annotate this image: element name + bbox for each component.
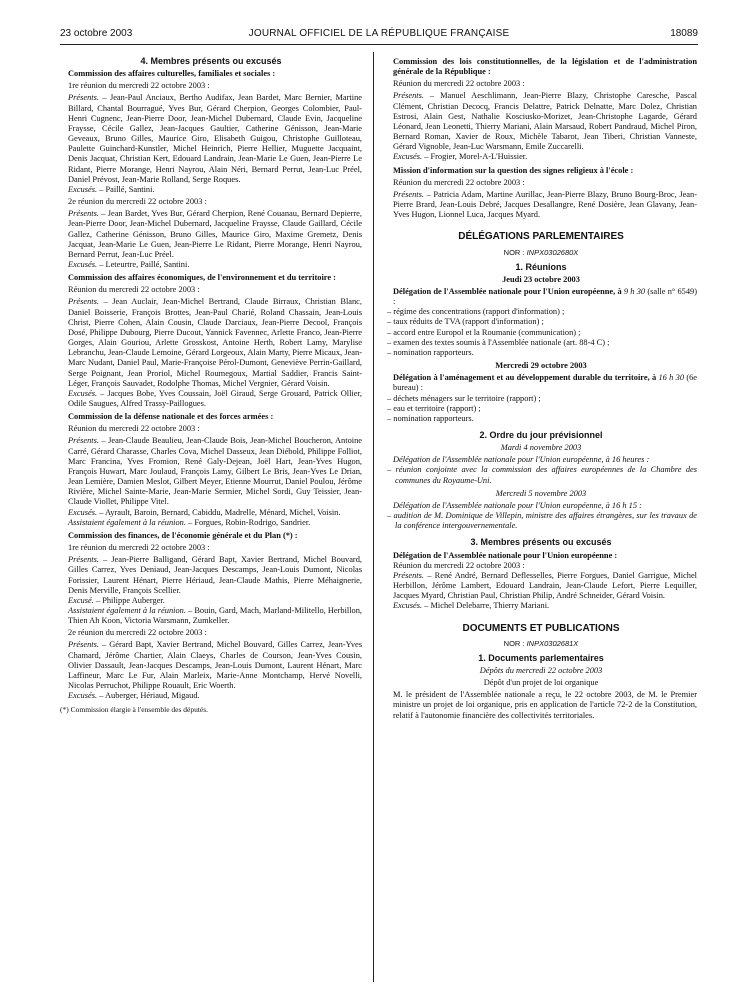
members-paragraph: Excusés. – Auberger, Hériaud, Migaud. [68,691,200,701]
commission-heading: Commission de la défense nationale et des forces armées : [68,412,274,422]
deposit-text: M. le président de l'Assemblée nationale a reçu, le 22 octobre 2003, de M. le Premier ministre un projet de loi organique, pris en application de l'article 72-2 de la Constitution, relatif à l'autonomie financière des collectivités territoriales. [393,690,697,720]
meeting-line: Réunion du mercredi 22 octobre 2003 : [68,424,200,434]
agenda-list [385,394,697,424]
subsection-heading: 3. Membres présents ou excusés [470,537,612,548]
footnote: (*) Commission élargie à l'ensemble des députés. [60,705,209,715]
members-paragraph: Excusés. – Ayrault, Baroin, Bernard, Cabiddu, Madrelle, Ménard, Michel, Voisin. [68,507,341,517]
commission-heading: Délégation de l'Assemblée nationale pour l'Union européenne : [393,550,618,560]
members-paragraph: Excusés. – Leteurtre, Paillé, Santini. [68,259,190,269]
date-heading: Mercredi 5 novembre 2003 [495,488,587,498]
column-separator [373,52,374,982]
subsection-heading: 1. Réunions [515,261,567,272]
commission-heading: Commission des affaires culturelles, familiales et sociales : [68,69,276,79]
agenda-list [385,307,697,358]
documents-title: DOCUMENTS ET PUBLICATIONS [462,622,620,634]
members-paragraph: Présents. – Gérard Bapt, Xavier Bertrand, Michel Bouvard, Gilles Carrez, Jean-Yves Chamard, Jérôme Chartier, Alain Claeys, Charles de Courson, Jean-Yves Cousin, Olivier Dassault, Jean-Jacques Descamps, Jean-Louis Dumont, Laurent Hénart, Marc Laffineur, Marc Le Fur, Alain Marleix, Marie-Anne Montchamp, Hervé Novelli, Nicolas Perruchot, Philippe Rouault, Eric Woerth. [68,640,362,691]
list-item: – nomination rapporteurs. [387,413,474,423]
right-blocks [385,57,697,220]
list-item: – accord entre Europol et la Roumanie (communication) ; [387,327,581,337]
meeting-line: 2e réunion du mercredi 22 octobre 2003 : [68,628,207,638]
right-column [385,54,697,721]
nor-line: NOR : INPX0302680X [503,247,579,257]
meeting-line: Réunion du mercredi 22 octobre 2003 : [393,560,525,570]
members-paragraph: Présents. – Patricia Adam, Martine Aurillac, Jean-Pierre Blazy, Bruno Bourg-Broc, Jean-Pierre Brard, Jean-Louis Debré, Jacques Desallangre, René Dosière, Jean Glavany, Jean-Yves Hugon, Lionnel Luca, Jacques Myard. [393,189,697,220]
members-paragraph: Présents. – Jean-Claude Beaulieu, Jean-Claude Bois, Jean-Michel Boucheron, Antoine Carré, Gérard Charasse, Charles Cova, Michel Dasseux, Jean Diébold, Philippe Folliot, Marc Francina, Yves Fromion, René Galy-Dejean, Joël Hart, Jean-Yves Hugon, François Huwart, Marc Joulaud, François Lamy, Gilbert Le Bris, Jean-Yves Le Drian, Jean Lemière, Damien Meslot, Gilbert Meyer, Etienne Mourrut, Daniel Poulou, Jérôme Rivière, Michel Sainte-Marie, Jean-Marie Sermier, Michel Sordi, Guy Teissier, Jean-Claude Viollet, Philippe Vitel. [68,436,362,507]
left-blocks [60,69,362,701]
members-present: Présents. – René André, Bernard Deflesselles, Pierre Forgues, Daniel Garrigue, Michel Herbillon, Jérôme Lambert, Edouard Landrain, Jean-Claude Lefort, Pierre Lequiller, Jacques Myard, Christian Paul, Christian Philip, André Schneider, Gérard Voisin. [393,570,697,601]
members-paragraph: Excusés. – Frogier, Morel-A-L'Huissier. [393,152,528,162]
commission-heading: Mission d'information sur la question des signes religieux à l'école : [393,165,634,175]
delegations-title: DÉLÉGATIONS PARLEMENTAIRES [458,231,624,243]
meeting-line: 2e réunion du mercredi 22 octobre 2003 : [68,197,207,207]
deposit-date: Dépôts du mercredi 22 octobre 2003 [479,665,603,675]
members-paragraph: Présents. – Jean Auclair, Jean-Michel Bertrand, Claude Birraux, Christian Blanc, Daniel Boisserie, François Brottes, Jean-Paul Charié, Roland Chassain, Jean-Louis Christ, Pierre Cohen, Alain Cousin, Claude Darciaux, Jean-Pierre Decool, François Dosé, Philippe Dubourg, Pierre Ducout, Yannick Favennec, Arlette Franco, Jean-Pierre Gorges, Alain Gouriou, Arlette Grosskost, Antoine Herth, Robert Lamy, Marylise Lebranchu, Jean-Claude Lemoine, Gérard Lorgeoux, Alain Marty, Pierre Micaux, Jean-Marc Nudant, Daniel Paul, Marie-Françoise Pérol-Dumont, Geneviève Perrin-Gaillard, Serge Poignant, Jean Proriol, Michel Roumegoux, Martial Saddier, Francis Saint-Léger, François Sauvadet, Rodolphe Thomas, Michel Vergnier, Gérard Voisin. [68,297,362,388]
subsection-heading: 2. Ordre du jour prévisionnel [479,430,603,440]
meeting-line: Réunion du mercredi 22 octobre 2003 : [393,79,525,89]
commission-heading: Commission des lois constitutionnelles, de la législation et de l'administration générale de la République : [393,57,697,77]
members-paragraph: Excusés. – Jacques Bobe, Yves Coussain, Joël Giraud, Serge Grouard, Patrick Ollier, Odile Saugues, Alfred Trassy-Paillogues. [68,388,362,408]
list-item: – régime des concentrations (rapport d'information) ; [387,307,565,317]
left-column [60,54,362,716]
header-title: JOURNAL OFFICIEL DE LA RÉPUBLIQUE FRANÇAISE [248,28,510,39]
header-rule [60,44,698,45]
date-heading: Mercredi 29 octobre 2003 [495,361,587,371]
members-excused: Excusés. – Michel Delebarre, Thierry Mariani. [393,601,550,611]
members-paragraph: Excusés. – Paillé, Santini. [68,184,155,194]
header-page-number: 18089 [670,28,698,39]
members-paragraph: Présents. – Jean-Paul Anciaux, Bertho Audifax, Jean Bardet, Marc Bernier, Martine Billard, Chantal Bourragué, Yves Bur, Gérard Cherpion, Georges Colombier, Paul-Henri Cugnenc, Jean-Pierre Door, Jean-Michel Dubernard, Claude Evin, Jacqueline Fraysse, Cécile Gallez, Jean-Jacques Gaultier, Catherine Génisson, Jean-Marie Geveaux, Bruno Gilles, Maurice Giro, Elisabeth Guigou, Christophe Guilloteau, Paulette Guinchard-Kunstler, Michel Heinrich, Pierre Hellier, Muguette Jacquaint, Denis Jacquat, Christian Kert, Edouard Landrain, Jean-Marie Le Guen, Jean-Pierre Le Ridant, Pierre Morange, Henri Nayrou, Alain Néri, Bernard Perrut, Jean-Luc Préel, Daniel Prévost, Jean-Marie Rolland, Serge Roques. [68,93,362,184]
meeting-line: 1re réunion du mercredi 22 octobre 2003 : [68,543,210,553]
date-heading: Mardi 4 novembre 2003 [500,443,582,453]
list-item: – déchets ménagers sur le territoire (rapport) ; [387,393,541,403]
meeting-line: Réunion du mercredi 22 octobre 2003 : [393,177,525,187]
members-paragraph: Présents. – Jean Bardet, Yves Bur, Gérard Cherpion, René Couanau, Bernard Depierre, Jean-Pierre Door, Jean-Michel Dubernard, Jacqueline Fraysse, Claude Gaillard, Cécile Gallez, Catherine Génisson, Bruno Gilles, Maurice Giro, Maxime Gremetz, Denis Jacquat, Jean-Marie Le Guen, Jean-Pierre Le Ridant, Pierre Morange, Henri Nayrou, Bernard Perrut, Jean-Luc Préel. [68,209,362,259]
meeting-line: Réunion du mercredi 22 octobre 2003 : [68,285,200,295]
date-heading: Jeudi 23 octobre 2003 [502,274,580,284]
delegation-heading: Délégation de l'Assemblée nationale pour l'Union européenne, à 9 h 30 (salle n° 6549) : [393,286,697,307]
list-item: – audition de M. Dominique de Villepin, ministre des affaires étrangères, sur les travaux de la conférence intergouvernementale. [387,511,697,531]
delegation-heading: Délégation de l'Assemblée nationale pour l'Union européenne, à 16 h 15 : [393,500,642,510]
deposit-subheading: Dépôt d'un projet de loi organique [483,678,599,688]
list-item: – nomination rapporteurs. [387,347,474,357]
header-date: 23 octobre 2003 [60,28,133,39]
list-item: – eau et territoire (rapport) ; [387,403,481,413]
list-item: – taux réduits de TVA (rapport d'information) ; [387,317,544,327]
delegation-heading: Délégation de l'Assemblée nationale pour l'Union européenne, à 16 heures : [393,455,650,465]
subsection-heading: 1. Documents parlementaires [478,652,604,663]
delegation-heading: Délégation à l'aménagement et au développement durable du territoire, à 16 h 30 (6e bureau) : [393,373,698,393]
members-paragraph: Assistaient également à la réunion. – Forgues, Robin-Rodrigo, Sandrier. [68,517,311,527]
members-paragraph: Présents. – Manuel Aeschlimann, Jean-Pierre Blazy, Christophe Caresche, Pascal Clément, Christian Decocq, Francis Delattre, Patrick Delnatte, Marc Dolez, Christian Estrosi, Alain Gest, Nathalie Kosciusko-Morizet, Jean-Christophe Lagarde, Gérard Léonard, Jean Leonetti, Thierry Mariani, Alain Marsaud, Robert Pandraud, Michel Piron, Bernard Roman, Xavier de Roux, Michèle Tabarot, Jean Tiberi, Christian Vanneste, Gérard Vignoble, Jean-Luc Warsmann, Emile Zuccarelli. [393,91,697,152]
section-heading: 4. Membres présents ou excusés [140,56,282,66]
commission-heading: Commission des affaires économiques, de l'environnement et du territoire : [68,273,336,283]
nor-line: NOR : INPX0302681X [503,638,579,648]
list-item: – examen des textes soumis à l'Assemblée nationale (art. 88-4 C) ; [387,337,610,347]
members-paragraph: Assistaient également à la réunion. – Bouin, Gard, Mach, Marland-Militello, Herbillon, Thien Ah Koon, Victoria Warsmann, Zumkeller. [68,605,363,626]
members-paragraph: Excusé. – Philippe Auberger. [68,595,165,605]
commission-heading: Commission des finances, de l'économie générale et du Plan (*) : [68,530,298,540]
list-item: – réunion conjointe avec la commission des affaires européennes de la Chambre des communes du Royaume-Uni. [387,465,697,485]
members-paragraph: Présents. – Jean-Pierre Balligand, Gérard Bapt, Xavier Bertrand, Michel Bouvard, Gilles Carrez, Yves Deniaud, Jean-Jacques Descamps, Jean-Louis Dumont, Nicolas Forissier, Laurent Hénart, Pierre Hériaud, Jean-Claude Mathis, Pierre Méhaignerie, Denis Merville, François Scellier. [68,555,362,595]
meeting-line: 1re réunion du mercredi 22 octobre 2003 : [68,81,210,91]
